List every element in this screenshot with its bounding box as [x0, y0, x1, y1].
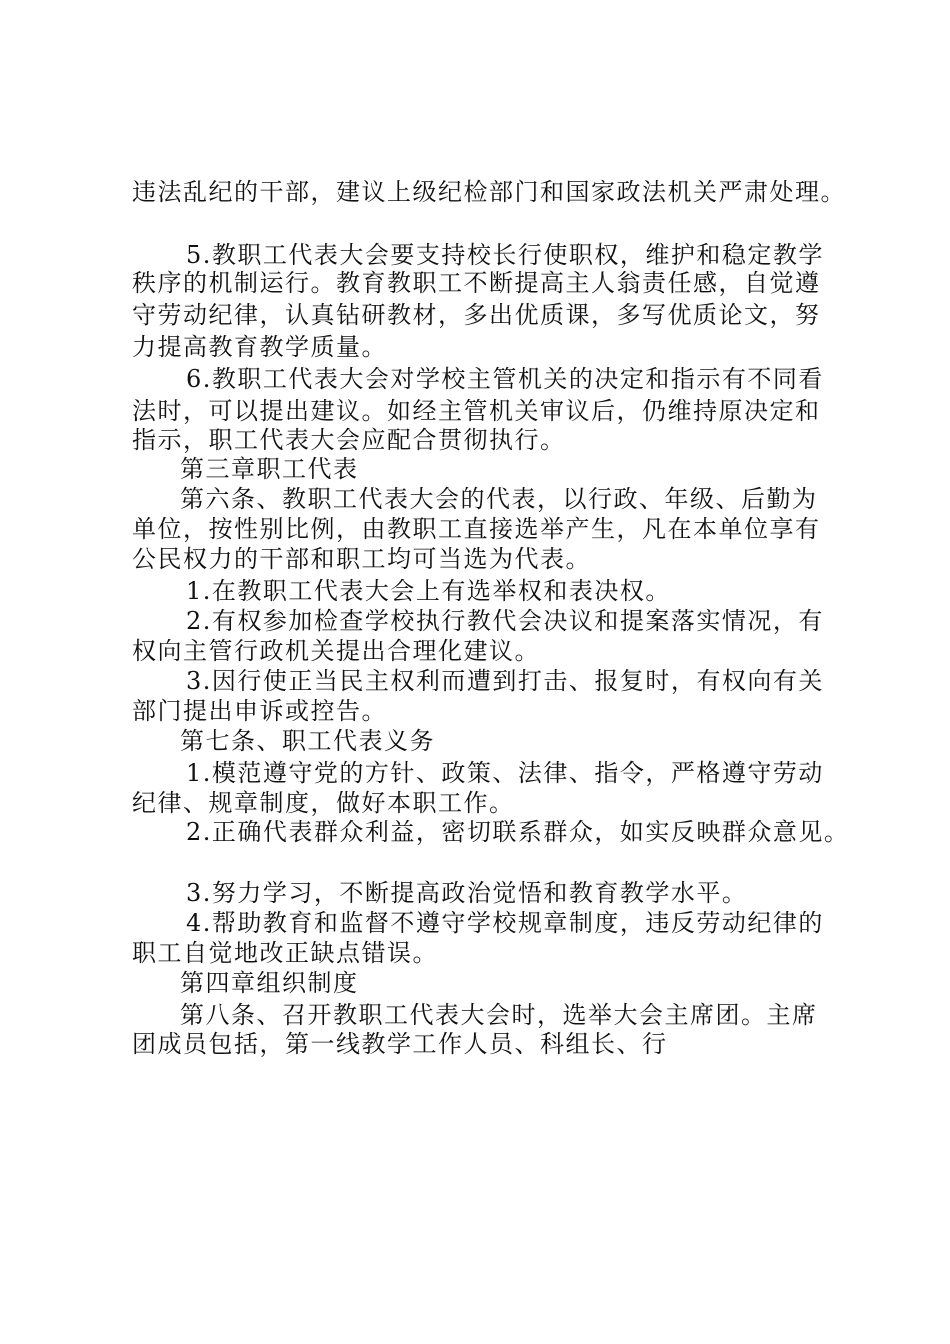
text-line: 2.正确代表群众利益，密切联系群众，如实反映群众意见。: [186, 818, 850, 846]
text-line: 违法乱纪的干部，建议上级纪检部门和国家政法机关严肃处理。: [132, 178, 846, 206]
text-line: 6.教职工代表大会对学校主管机关的决定和指示有不同看: [186, 365, 824, 393]
chapter-heading: 第三章职工代表: [180, 455, 359, 483]
text-line: 1.模范遵守党的方针、政策、法律、指令，严格遵守劳动: [186, 759, 824, 787]
text-line: 3.努力学习，不断提高政治觉悟和教育教学水平。: [186, 879, 748, 907]
text-line: 团成员包括，第一线教学工作人员、科组长、行: [132, 1030, 668, 1058]
text-line: 2.有权参加检查学校执行教代会决议和提案落实情况，有: [186, 607, 824, 635]
text-line: 第六条、教职工代表大会的代表，以行政、年级、后勤为: [180, 485, 818, 513]
text-line: 秩序的机制运行。教育教职工不断提高主人翁责任感，自觉遵: [132, 269, 821, 297]
text-line: 指示，职工代表大会应配合贯彻执行。: [132, 426, 566, 454]
text-line: 3.因行使正当民主权利而遭到打击、报复时，有权向有关: [186, 667, 824, 695]
text-line: 法时，可以提出建议。如经主管机关审议后，仍维持原决定和: [132, 397, 821, 425]
text-line: 纪律、规章制度，做好本职工作。: [132, 789, 515, 817]
text-line: 4.帮助教育和监督不遵守学校规章制度，违反劳动纪律的: [186, 909, 824, 937]
text-line: 守劳动纪律，认真钻研教材，多出优质课，多写优质论文，努: [132, 301, 821, 329]
text-line: 公民权力的干部和职工均可当选为代表。: [132, 545, 591, 573]
text-line: 1.在教职工代表大会上有选举权和表决权。: [186, 577, 671, 605]
text-line: 单位，按性别比例，由教职工直接选举产生，凡在本单位享有: [132, 515, 821, 543]
text-line: 5.教职工代表大会要支持校长行使职权，维护和稳定教学: [186, 241, 824, 269]
section-heading: 第七条、职工代表义务: [180, 727, 435, 755]
text-line: 力提高教育教学质量。: [132, 333, 387, 361]
text-line: 权向主管行政机关提出合理化建议。: [132, 637, 540, 665]
text-line: 第八条、召开教职工代表大会时，选举大会主席团。主席: [180, 1001, 818, 1029]
text-line: 职工自觉地改正缺点错误。: [132, 939, 438, 967]
chapter-heading: 第四章组织制度: [180, 969, 359, 997]
text-line: 部门提出申诉或控告。: [132, 697, 387, 725]
